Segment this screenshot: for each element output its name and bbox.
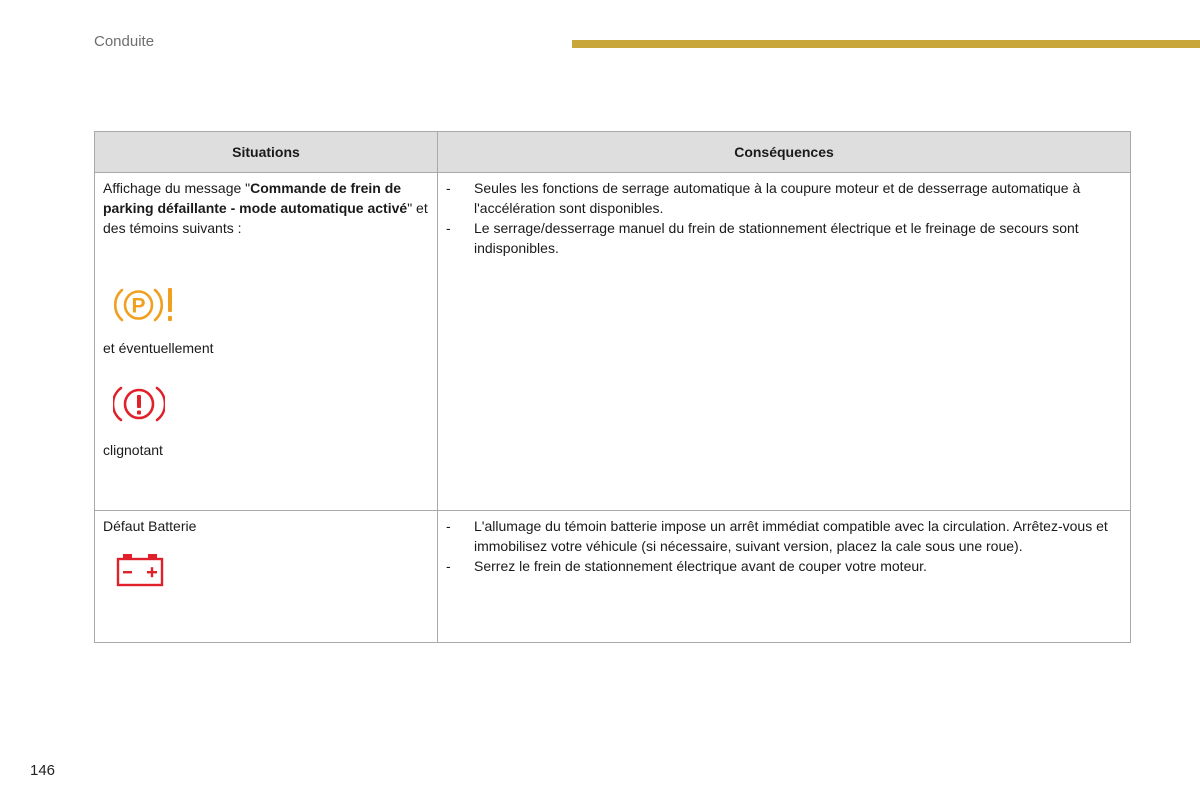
column-header-situations: Situations — [95, 132, 438, 173]
consequence-cell — [438, 173, 1131, 511]
consequence-text: Serrez le frein de stationnement électrique avant de couper votre moteur. — [474, 558, 927, 574]
section-title: Conduite — [94, 33, 155, 50]
consequence-cell — [438, 511, 1131, 643]
situation-end-text: clignotant — [103, 442, 163, 458]
list-item — [446, 516, 1118, 556]
bullet-dash: - — [446, 558, 451, 574]
page-number: 146 — [30, 762, 56, 779]
list-item — [446, 178, 1118, 218]
consequence-text: Le serrage/desserrage manuel du frein de stationnement électrique et le freinage de secours sont indisponibles. — [474, 220, 1079, 256]
list-item — [446, 556, 1118, 576]
bullet-dash: - — [446, 220, 451, 236]
situation-label: Défaut Batterie — [103, 518, 197, 534]
bullet-dash: - — [446, 180, 451, 196]
situation-intro-text: Affichage du message " — [103, 180, 251, 196]
table-header-row — [95, 132, 1131, 173]
consequence-list — [446, 178, 1118, 258]
svg-text:P: P — [131, 294, 146, 318]
table-row — [95, 511, 1131, 643]
consequence-list — [446, 516, 1118, 576]
parking-brake-fault-icon — [113, 284, 179, 326]
consequence-text: L'allumage du témoin batterie impose un arrêt immédiat compatible avec la circulation. Arrêtez-vous et immobilisez votre véhicule (si nécessaire, suivant version, placez la cale sous une roue). — [474, 518, 1108, 554]
situation-cell — [95, 173, 438, 511]
bullet-dash: - — [446, 518, 451, 534]
consequence-text: Seules les fonctions de serrage automatique à la coupure moteur et de desserrage automatique à l'accélération sont disponibles. — [474, 180, 1081, 216]
situation-middle-text: et éventuellement — [103, 340, 214, 356]
situation-message-bold: Commande de frein de parking défaillante - mode automatique activé — [103, 180, 408, 216]
list-item — [446, 218, 1118, 258]
situations-table — [94, 131, 1131, 643]
table-row — [95, 173, 1131, 511]
battery-warning-icon — [115, 552, 165, 588]
column-header-consequences: Conséquences — [438, 132, 1131, 173]
header-accent-bar — [572, 40, 1200, 48]
brake-warning-icon — [113, 382, 165, 426]
situation-intro — [103, 178, 429, 238]
situation-intro-end: " et des témoins suivants : — [103, 200, 428, 236]
situation-cell — [95, 511, 438, 643]
